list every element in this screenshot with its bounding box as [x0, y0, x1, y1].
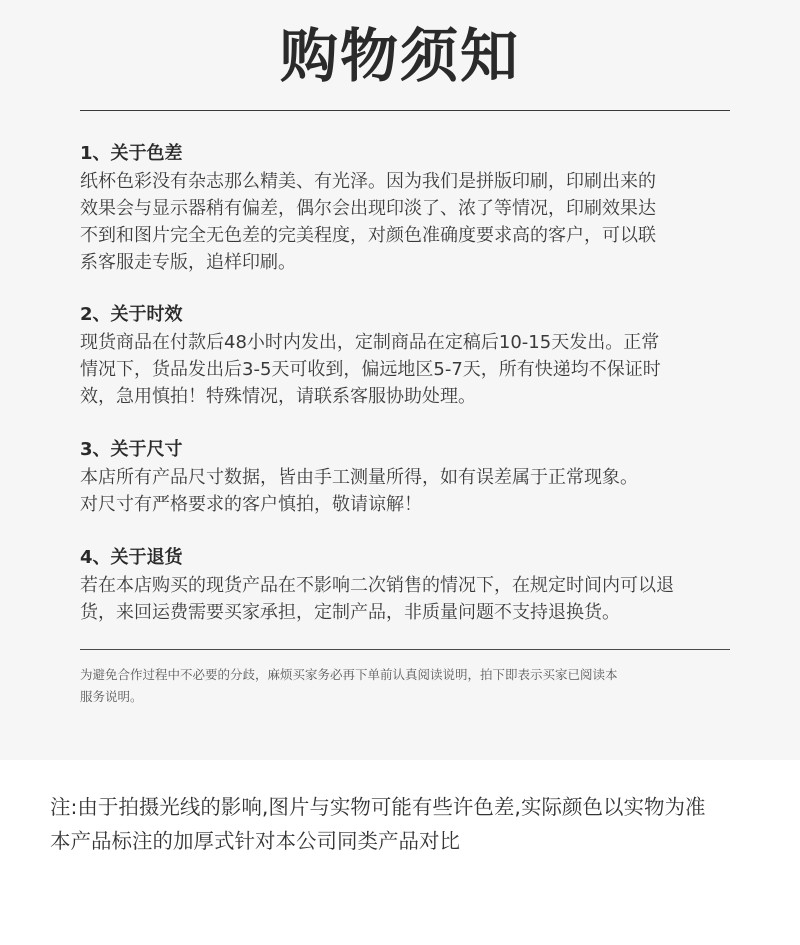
top-divider — [80, 110, 730, 111]
section-color-difference — [80, 140, 740, 276]
section-heading: 4、关于退货 — [80, 547, 183, 568]
section-text-line: 货，来回运费需要买家承担，定制产品，非质量问题不支持退换货。 — [80, 602, 620, 623]
section-text-line: 不到和图片完全无色差的完美程度，对颜色准确度要求高的客户，可以联 — [80, 225, 656, 246]
section-text-line: 现货商品在付款后48小时内发出，定制商品在定稿后10-15天发出。正常 — [80, 332, 660, 353]
section-heading: 3、关于尺寸 — [80, 439, 183, 460]
section-text-line: 本店所有产品尺寸数据，皆由手工测量所得，如有误差属于正常现象。 — [80, 467, 638, 488]
page-title: 购物须知 — [279, 22, 520, 90]
section-heading: 1、关于色差 — [80, 143, 183, 164]
disclaimer-line: 为避免合作过程中不必要的分歧，麻烦买家务必再下单前认真阅读说明，拍下即表示买家已阅读本 — [80, 667, 618, 682]
disclaimer — [80, 664, 730, 708]
product-note — [50, 790, 780, 858]
note-line: 本产品标注的加厚式针对本公司同类产品对比 — [50, 829, 460, 853]
section-text-line: 情况下，货品发出后3-5天可收到，偏远地区5-7天，所有快递均不保证时 — [80, 359, 661, 380]
section-text-line: 若在本店购买的现货产品在不影响二次销售的情况下，在规定时间内可以退 — [80, 575, 674, 596]
section-text-line: 纸杯色彩没有杂志那么精美、有光泽。因为我们是拼版印刷，印刷出来的 — [80, 171, 656, 192]
section-shipping-time — [80, 301, 740, 410]
section-text-line: 对尺寸有严格要求的客户慎拍，敬请谅解！ — [80, 494, 422, 515]
section-text-line: 系客服走专版，追样印刷。 — [80, 252, 296, 273]
section-heading: 2、关于时效 — [80, 304, 183, 325]
note-line: 注:由于拍摄光线的影响,图片与实物可能有些许色差,实际颜色以实物为准 — [50, 795, 706, 819]
section-text-line: 效果会与显示器稍有偏差，偶尔会出现印淡了、浓了等情况，印刷效果达 — [80, 198, 656, 219]
section-size — [80, 436, 740, 518]
disclaimer-line: 服务说明。 — [80, 689, 143, 704]
section-returns — [80, 544, 740, 626]
section-text-line: 效，急用慎拍！特殊情况，请联系客服协助处理。 — [80, 386, 476, 407]
bottom-divider — [80, 649, 730, 650]
